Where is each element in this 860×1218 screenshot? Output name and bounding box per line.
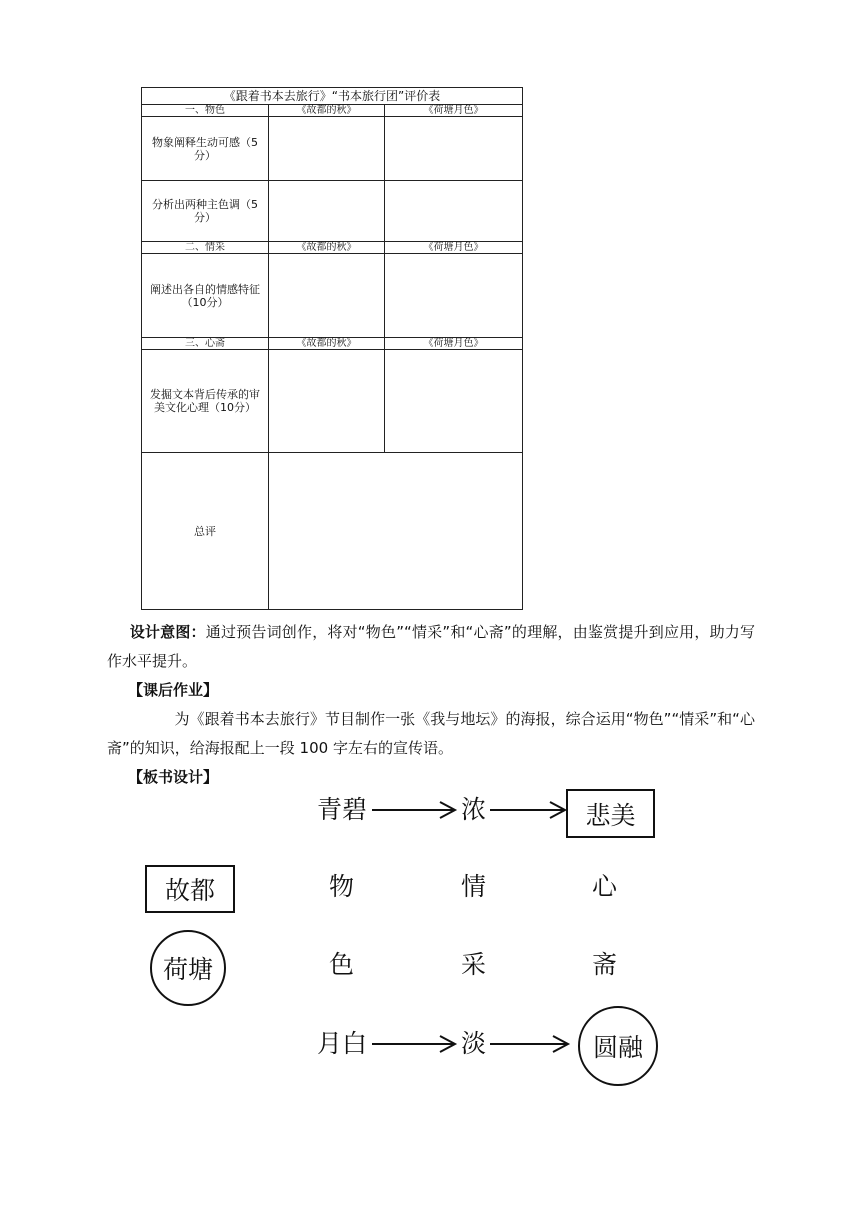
design-intent-label: 设计意图： — [129, 623, 206, 641]
column-header-hetang: 《荷塘月色》 — [385, 242, 523, 254]
blackboard-grid-cell: 心 — [592, 872, 618, 901]
blackboard-design — [0, 780, 860, 1100]
summary-label: 总评 — [142, 453, 269, 610]
column-header-gudu: 《故都的秋》 — [269, 338, 385, 350]
criterion-cell: 阐述出各自的情感特征（10分） — [142, 254, 269, 338]
blackboard-top-end-box: 悲美 — [566, 789, 655, 838]
blackboard-grid-cell: 斋 — [592, 950, 618, 979]
evaluation-table — [141, 87, 523, 610]
column-header-hetang: 《荷塘月色》 — [385, 105, 523, 117]
blackboard-grid-cell: 色 — [329, 950, 355, 979]
blackboard-bottom-middle: 淡 — [461, 1029, 487, 1058]
section-header-xinzhai: 三、心斋 — [142, 338, 269, 350]
homework-title: 【课后作业】 — [128, 681, 219, 699]
column-header-gudu: 《故都的秋》 — [269, 242, 385, 254]
score-cell — [385, 254, 523, 338]
section-header-qingcai: 二、情采 — [142, 242, 269, 254]
design-intent — [107, 618, 755, 676]
homework-text: 为《跟着书本去旅行》节目制作一张《我与地坛》的海报，综合运用“物色”“情采”和“心斋”的知识，给海报配上一段 100 字左右的宣传语。 — [107, 710, 755, 757]
criterion-cell: 发掘文本背后传承的审美文化心理（10分） — [142, 350, 269, 453]
blackboard-bottom-end-circle: 圆融 — [578, 1006, 658, 1086]
blackboard-grid-cell: 情 — [461, 872, 487, 901]
score-cell — [385, 350, 523, 453]
homework-text-block — [107, 705, 755, 763]
score-cell — [385, 117, 523, 181]
criterion-cell: 物象阐释生动可感（5分） — [142, 117, 269, 181]
score-cell — [269, 117, 385, 181]
blackboard-grid-cell: 采 — [461, 950, 487, 979]
score-cell — [269, 350, 385, 453]
blackboard-left-circle: 荷塘 — [150, 930, 226, 1006]
arrow-lines — [0, 780, 860, 1100]
criterion-cell: 分析出两种主色调（5分） — [142, 181, 269, 242]
column-header-gudu: 《故都的秋》 — [269, 105, 385, 117]
blackboard-grid-cell: 物 — [329, 872, 355, 901]
score-cell — [269, 254, 385, 338]
design-intent-text: 通过预告词创作，将对“物色”“情采”和“心斋”的理解，由鉴赏提升到应用，助力写作水平提升。 — [107, 623, 755, 670]
table-caption: 《跟着书本去旅行》“书本旅行团”评价表 — [142, 88, 523, 105]
column-header-hetang: 《荷塘月色》 — [385, 338, 523, 350]
blackboard-bottom-start: 月白 — [317, 1029, 368, 1058]
score-cell — [385, 181, 523, 242]
summary-cell — [269, 453, 523, 610]
blackboard-left-box: 故都 — [145, 865, 235, 913]
score-cell — [269, 181, 385, 242]
blackboard-top-start: 青碧 — [317, 795, 368, 824]
blackboard-top-middle: 浓 — [461, 795, 487, 824]
blackboard-title: 【板书设计】 — [128, 768, 219, 786]
section-header-wuse: 一、物色 — [142, 105, 269, 117]
